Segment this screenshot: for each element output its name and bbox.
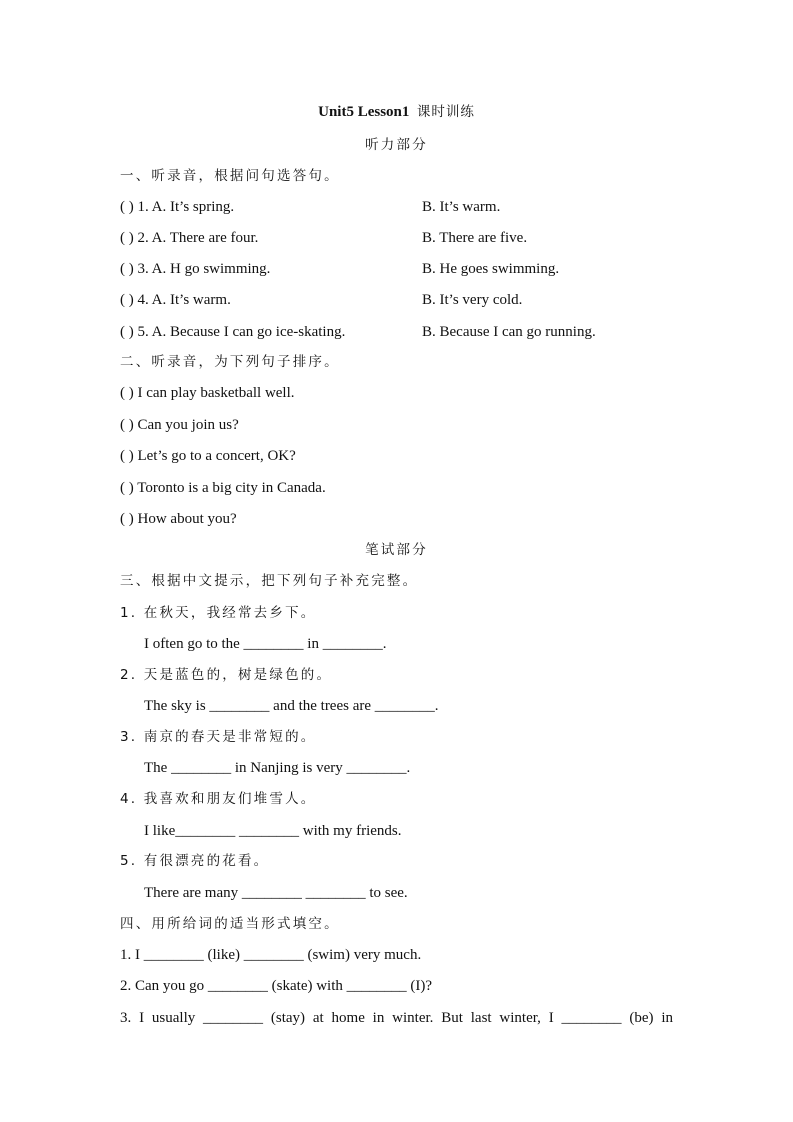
title-chinese: 课时训练 <box>416 104 475 120</box>
part3-sentence: There are many ________ ________ to see. <box>144 885 408 901</box>
title-english: Unit5 Lesson1 <box>318 104 410 120</box>
part2-item: ( ) How about you? <box>120 511 237 527</box>
part2-title: 二、听录音，为下列句子排序。 <box>120 354 340 370</box>
part1-q5-a: ( ) 5. A. Because I can go ice-skating. <box>120 324 346 340</box>
part1-q1-b: B. It’s warm. <box>422 199 501 215</box>
listening-heading: 听力部分 <box>365 137 428 153</box>
part3-sentence: The sky is ________ and the trees are ________. <box>144 698 439 714</box>
part3-prompt: 4. 我喜欢和朋友们堆雪人。 <box>120 791 317 807</box>
part4-title: 四、用所给词的适当形式填空。 <box>120 916 340 932</box>
part3-title: 三、根据中文提示，把下列句子补充完整。 <box>120 573 419 589</box>
part1-q4-a: ( ) 4. A. It’s warm. <box>120 292 231 308</box>
page-title <box>0 103 793 121</box>
part1-title: 一、听录音，根据问句选答句。 <box>120 168 340 184</box>
part4-item: 2. Can you go ________ (skate) with ________ (I)? <box>120 978 433 994</box>
part1-q4-b: B. It’s very cold. <box>422 292 523 308</box>
written-heading: 笔试部分 <box>365 542 428 558</box>
part3-prompt: 1. 在秋天，我经常去乡下。 <box>120 605 317 621</box>
part2-item: ( ) I can play basketball well. <box>120 385 295 401</box>
part2-item: ( ) Let’s go to a concert, OK? <box>120 448 296 464</box>
part3-sentence: The ________ in Nanjing is very ________. <box>144 760 411 776</box>
part3-sentence: I often go to the ________ in ________. <box>144 636 387 652</box>
part1-q2-b: B. There are five. <box>422 230 528 246</box>
part4-item: 1. I ________ (like) ________ (swim) very much. <box>120 947 422 963</box>
part1-q5-b: B. Because I can go running. <box>422 324 596 340</box>
part2-item: ( ) Can you join us? <box>120 417 239 433</box>
part1-q1-a: ( ) 1. A. It’s spring. <box>120 199 235 215</box>
part4-item: 3. I usually ________ (stay) at home in winter. But last winter, I ________ (be) in <box>120 1010 673 1026</box>
part3-sentence: I like________ ________ with my friends. <box>144 823 402 839</box>
part1-q3-a: ( ) 3. A. H go swimming. <box>120 261 271 277</box>
part3-prompt: 5. 有很漂亮的花看。 <box>120 853 270 869</box>
part1-q3-b: B. He goes swimming. <box>422 261 560 277</box>
part1-q2-a: ( ) 2. A. There are four. <box>120 230 259 246</box>
part2-item: ( ) Toronto is a big city in Canada. <box>120 480 326 496</box>
part3-prompt: 2. 天是蓝色的，树是绿色的。 <box>120 667 333 683</box>
part3-prompt: 3. 南京的春天是非常短的。 <box>120 729 317 745</box>
